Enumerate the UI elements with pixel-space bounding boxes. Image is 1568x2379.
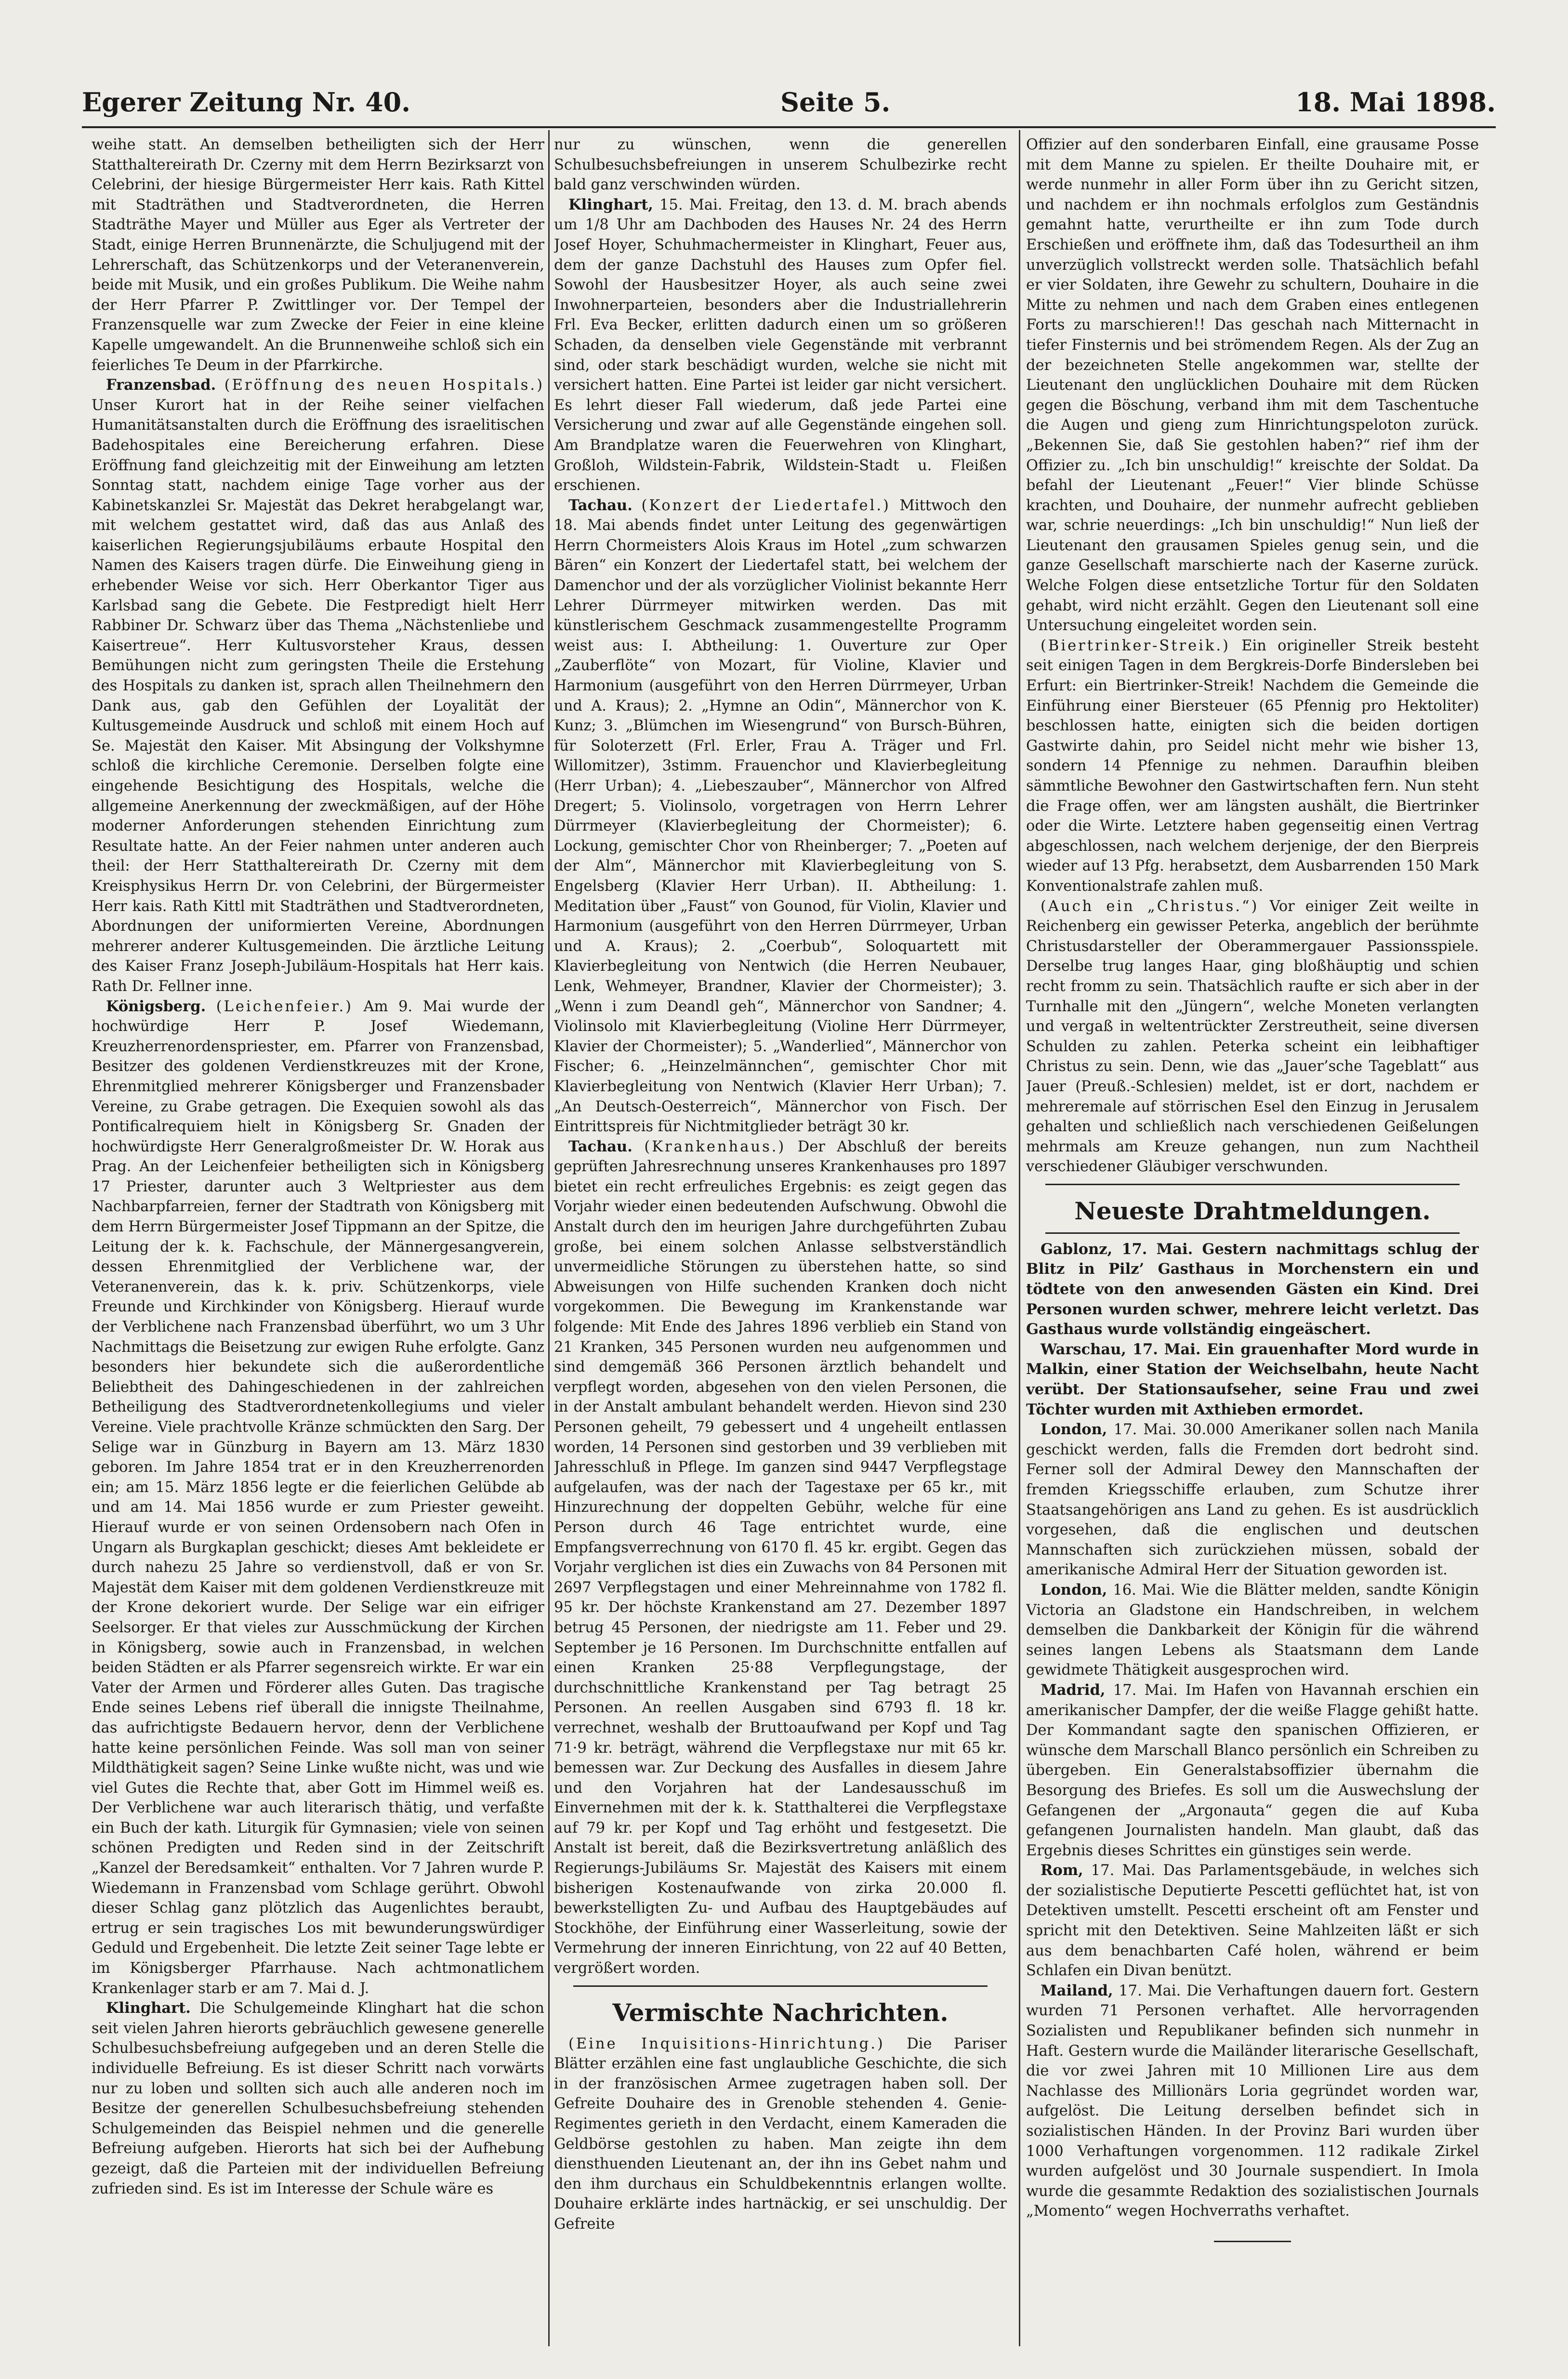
article-title: (Leichenfeier.) [216, 998, 354, 1015]
article-text: Unser Kurort hat in der Reihe seiner vielfachen Humanitätsanstalten durch die Eröffnung des israelitischen Badehospitales eine Bereicherung erfahren. Diese Eröffnung fand gleichzeitig mit der Einweihung am letzten Sonntag statt, nachdem einige Tage vorher aus der Kabinetskanzlei Sr. Majestät das Dekret herabgelangt war, mit welchem gestattet wird, daß das aus Anlaß des kaiserlichen Regierungsjubiläums erbaute Hospital den Namen des Kaisers tragen dürfe. Die Einweihung gieng in erhebender Weise vor sich. Herr Oberkantor Tiger aus Karlsbad sang die Gebete. Die Festpredigt hielt Herr Rabbiner Dr. Schwarz über das Thema „Nächstenliebe und Kaisertreue“. Herr Kultusvorsteher Kraus, dessen Bemühungen nicht zum geringsten Theile die Erstehung des Hospitals zu danken ist, sprach allen Theilnehmern den Dank aus, gab den Gefühlen der Loyalität der Kultusgemeinde Ausdruck und schloß mit einem Hoch auf Se. Majestät den Kaiser. Mit Absingung der Volkshymne schloß die kirchliche Ceremonie. Derselben folgte eine eingehende Besichtigung des Hospitals, welche die allgemeine Anerkennung der zweckmäßigen, auf der Höhe moderner Anforderungen stehenden Einrichtung zum Resultate hatte. An der Feier nahmen unter anderen auch theil: der Herr Statthaltereirath Dr. Czerny mit dem Kreisphysikus Herrn Dr. von Celebrini, der Bürgermeister Herr kais. Rath Kittl mit Stadträthen und Stadtverordneten, Abordnungen der uniformierten Vereine, Abordnungen mehrerer anderer Kultusgemeinden. Die ärztliche Leitung des Kaiser Franz Joseph-Jubiläum-Hospitals hat Herr kais. Rath Dr. Fellner inne. [92, 396, 544, 995]
telegram-madrid [1026, 1680, 1479, 1861]
article-klinghart-fire [554, 195, 1007, 496]
article-text: Der Abschluß der bereits geprüften Jahresrechnung unseres Krankenhauses pro 1897 bietet ein recht erfreuliches Ergebnis: es zeigt gegen das Vorjahr wieder einen bedeutenden Aufschwung. Obwohl die Anstalt durch den im heurigen Jahre durchgeführten Zubau große, bei einem solchen Anlasse selbstverständlich unvermeidliche Störungen zu überstehen hatte, so sind Abweisungen von Hilfe suchenden Kranken doch nicht vorgekommen. Die Bewegung im Krankenstande war folgende: Mit Ende des Jahres 1896 verblieb ein Stand von 21 Kranken, 345 Personen wurden neu aufgenommen und sind demgemäß 366 Personen ärztlich behandelt und verpflegt worden, abgesehen von den vielen Personen, die in der Anstalt ambulant behandelt werden. Hievon sind 230 Personen geheilt, 79 gebessert und 4 ungeheilt entlassen worden, 14 Personen sind gestorben und 39 verblieben mit Jahresschluß in Pflege. Im ganzen sind 9447 Verpflegstage aufgelaufen, was der nach der Tagestaxe per 65 kr., mit Hinzurechnung der doppelten Gebühr, welche für eine Person durch 46 Tage entrichtet wurde, eine Empfangsverrechnung von 6170 fl. 45 kr. ergibt. Gegen das Vorjahr verglichen ist dies ein Zuwachs von 84 Personen mit 2697 Verpflegstagen und einer Mehreinnahme von 1782 fl. 95 kr. Der höchste Krankenstand am 27. Dezember 1897 betrug 45 Personen, der niedrigste am 11. Feber und 29. September je 16 Personen. Im Durchschnitte entfallen auf einen Kranken 25·88 Verpflegungstage, der durchschnittliche Krankenstand per Tag betragt 25 Personen. An reellen Ausgaben sind 6793 fl. 18 kr. verrechnet, weshalb der Bruttoaufwand per Kopf und Tag 71·9 kr. beträgt, während die Verpflegstaxe nur mit 65 kr. bemessen war. Zur Deckung des Ausfalles in diesem Jahre und den Vorjahren hat der Landesausschuß im Einvernehmen mit der k. k. Statthalterei die Verpflegstaxe auf 79 kr. per Kopf und Tag erhöht und festgesetzt. Die Anstalt ist bereit, daß die Bezirksvertretung anläßlich des Regierungs-Jubiläums Sr. Majestät des Kaisers mit einem bisherigen Kostenaufwande von zirka 20.000 fl. bewerkstelligten Zu- und Aufbau des Hauptgebäudes auf Stockhöhe, der Einführung einer Wasserleitung, sowie der Vermehrung der inneren Einrichtung, von 22 auf 40 Betten, vergrößert worden. [554, 1138, 1007, 1977]
dateline-place: Tachau. [568, 1137, 632, 1155]
article-tachau-hospital [554, 1137, 1007, 1979]
end-rule [1214, 2241, 1291, 2242]
article-title: (Eine Inquisitions-Hinrichtung.) [568, 2035, 885, 2052]
column-divider [1019, 130, 1020, 2346]
article-klinghart-school [92, 1998, 544, 2199]
article-beer-strike [1026, 636, 1479, 897]
issue-date: 18. Mai 1898. [1295, 87, 1496, 118]
article-text: Die Schulgemeinde Klinghart hat die schon seit vielen Jahren hierorts gebräuchlich gewesene generelle Schulbesuchsbefreiung aufgegeben und an deren Stelle die individuelle Befreiung. Es ist dieser Schritt nach vorwärts nur zu loben und sollten sich auch alle anderen noch im Besitze der generellen Schulbesuchsbefreiung stehenden Schulgemeinden das Beispiel nehmen und die generelle Befreiung aufgeben. Hierorts hat sich bei der Aufhebung gezeigt, daß die Parteien mit der individuellen Befreiung zufrieden sind. Es ist im Interesse der Schule wäre es [92, 2000, 544, 2197]
article-title: (Konzert der Liedertafel.) [641, 497, 891, 514]
article-franzensbad [92, 375, 544, 996]
article-christus [1026, 897, 1479, 1177]
section-heading-drahtmeldungen: Neueste Drahtmeldungen. [1074, 1196, 1431, 1225]
article-paragraph: Offizier auf den sonderbaren Einfall, eine grausame Posse mit dem Manne zu spielen. Er theilte Douhaire mit, er werde nunmehr in aller Form über ihn zu Gericht sitzen, und nachdem er ihn nochmals erfolglos zum Geständnis gemahnt hatte, verurtheilte er ihn zum Tode durch Erschießen und eröffnete ihm, daß das Todesurtheil an ihm unverzüglich vollstreckt werden solle. Thatsächlich befahl er vier Soldaten, ihre Gewehr zu schultern, Douhaire in die Mitte zu nehmen und nach dem Graben eines entlegenen Forts zu marschieren!! Das geschah nach Mitternacht in tiefer Finsternis und bei strömendem Regen. Als der Zug an der bezeichneten Stelle angekommen war, stellte der Lieutenant den unglücklichen Douhaire mit dem Rücken gegen die Böschung, verband ihm mit dem Taschentuche die Augen und gieng zum Hinrichtungspeloton zurück. „Bekennen Sie, daß Sie gestohlen haben?“ rief ihm der Offizier zu. „Ich bin unschuldig!“ kreischte der Soldat. Da befahl der Lieutenant „Feuer!“ Vier blinde Schüsse krachten, und Douhaire, der nunmehr aufrecht geblieben war, schrie neuerdings: „Ich bin unschuldig!“ Nun ließ der Lieutenant den grausamen Spieles genug sein, und die ganze Gesellschaft marschierte nach der Kaserne zurück. Welche Folgen diese entsetzliche Tortur für den Soldaten gehabt, wird nicht erzählt. Gegen den Lieutenant soll eine Untersuchung eingeleitet worden sein. [1026, 136, 1479, 634]
telegram-rom [1026, 1861, 1479, 1981]
column-3 [1026, 135, 1479, 2332]
section-rule [1045, 1232, 1460, 1234]
telegram-text: 16. Mai. Wie die Blätter melden, sandte Königin Victoria an Gladstone ein Handschreiben, in welchem demselben die Dankbarkeit der Königin für die während seines langen Lebens als Staatsmann dem Lande gewidmete Thätigkeit ausgesprochen wird. [1026, 1581, 1479, 1679]
dateline-place: Klinghart. [106, 1999, 191, 2017]
article-koenigsberg [92, 997, 544, 1999]
article-title: (Krankenhaus.) [644, 1138, 786, 1155]
article-text: Vor einiger Zeit weilte in Reichenberg ein gewisser Peterka, angeblich der berühmte Christusdarsteller der Oberammergauer Passionsspiele. Derselbe trug langes Haar, ging bloßhäuptig und schien recht fromm zu sein. Thatsächlich raufte er sich aber in der Turnhalle mit den „Jüngern“, welche Moneten verlangten und vergaß in weltentrückter Zerstreutheit, seine diversen Schulden zu zahlen. Peterka scheint ein leibhaftiger Christus zu sein. Denn, wie das „Jauer’sche Tageblatt“ aus Jauer (Preuß.-Schlesien) meldet, ist er dort, nachdem er mehreremale auf störrischen Esel den Einzug in Jerusalem gehalten und schließlich nach verschiedenen Geißelungen mehrmals am Kreuze gehangen, nun zum Nachtheil verschiedener Gläubiger verschwunden. [1026, 898, 1479, 1176]
article-inquisition [554, 2034, 1007, 2234]
telegram-text: 17. Mai. Die Verhaftungen dauern fort. Gestern wurden 71 Personen verhaftet. Alle hervorragenden Sozialisten und Republikaner befinden sich nunmehr in Haft. Gestern wurde die Mailänder literarische Gesellschaft, die vor zwei Jahren mit 10 Millionen Lire aus dem Nachlasse des Millionärs Loria gegründet worden war, aufgelöst. Die Leitung derselben befindet sich in sozialistischen Händen. In der Provinz Bari wurden über 1000 Verhaftungen vorgenommen. 112 radikale Zirkel wurden aufgelöst und 30 Journale suspendiert. In Imola wurde die gesammte Redaktion des sozialistischen Journals „Momento“ wegen Hochverraths verhaftet. [1026, 1982, 1479, 2220]
article-title: (Biertrinker-Streik.) [1041, 637, 1230, 654]
telegram-london-1 [1026, 1420, 1479, 1580]
page-number: Seite 5. [780, 87, 891, 118]
article-text: Ein origineller Streik besteht seit einigen Tagen in dem Bergkreis-Dorfe Bindersleben bei Erfurt: ein Biertrinker-Streik! Nachdem die Gemeinde die Einführung einer Biersteuer (65 Pfennig pro Hektoliter) beschlossen hatte, einigten sich die beiden dortigen Gastwirte dahin, pro Seidel nicht mehr wie bisher 13, sondern 14 Pfennige zu nehmen. Daraufhin bleiben sämmtliche Bewohner den Gastwirtschaften fern. Nun steht die Frage offen, wer am längsten aushält, die Biertrinker oder die Wirte. Letztere haben gegenseitig einen Vertrag abgeschlossen, nach welchem derjenige, der den Bierpreis wieder auf 13 Pfg. herabsetzt, dem Ausbarrenden 150 Mark Konventionalstrafe zahlen muß. [1026, 637, 1479, 895]
telegram-gablonz: Gablonz, 17. Mai. Gestern nachmittags schlug der Blitz in Pilz’ Gasthaus in Morchenstern ein und tödtete von den anwesenden Gästen ein Kind. Drei Personen wurden schwer, mehrere leicht verletzt. Das Gasthaus wurde vollständig eingeäschert. [1026, 1240, 1479, 1338]
telegram-text: 17. Mai. 30.000 Amerikaner sollen nach Manila geschickt werden, falls die Fremden dort bedroht sind. Ferner soll der Admiral Dewey den Mannschaften der fremden Kriegsschiffe erlauben, zum Schutze ihrer Staatsangehörigen ans Land zu gehen. Es ist ausdrücklich vorgesehen, daß die englischen und deutschen Mannschaften sich zurückziehen müssen, sobald der amerikanische Admiral Herr der Situation geworden ist. [1026, 1421, 1479, 1579]
telegram-mailand [1026, 1981, 1479, 2221]
dateline-place: London, [1041, 1581, 1107, 1599]
article-text: Am 9. Mai wurde der hochwürdige Herr P. Josef Wiedemann, Kreuzherrenordenspriester, em. Pfarrer von Franzensbad, Besitzer des goldenen Verdienstkreuzes mit der Krone, Ehrenmitglied mehrerer Königsberger und Franzensbader Vereine, zu Grabe getragen. Die Exequien sowohl als das Pontificalrequiem hielt in Königsberg Sr. Gnaden der hochwürdigste Herr Generalgroßmeister Dr. W. Horak aus Prag. An der Leichenfeier betheiligten sich in Königsberg 17 Priester, darunter auch 3 Weltpriester aus dem Nachbarpfarreien, ferner der Stadtrath von Königsberg mit dem Herrn Bürgermeister Josef Tippmann an der Spitze, die Leitung der k. k. Fachschule, der Männergesangverein, dessen Ehrenmitglied der Verblichene war, der Veteranenverein, das k. k. priv. Schützenkorps, viele Freunde und Kirchkinder von Königsberg. Hierauf wurde der Verblichene nach Franzensbad überführt, wo um 3 Uhr Nachmittags die Beisetzung zur ewigen Ruhe erfolgte. Ganz besonders hier bekundete sich die außerordentliche Beliebtheit des Dahingeschiedenen in der zahlreichen Betheiligung des Stadtverordnetenkollegiums und vieler Vereine. Viele prachtvolle Kränze schmückten den Sarg. Der Selige war in Günzburg in Bayern am 13. März 1830 geboren. Im Jahre 1854 trat er in den Kreuzherrenorden ein; am 15. März 1856 legte er die feierlichen Gelübde ab und am 14. Mai 1856 wurde er zum Priester geweiht. Hierauf wurde er von seinen Ordensobern nach Ofen in Ungarn als Burgkaplan geschickt; dieses Amt bekleidete er durch nahezu 25 Jahre so verdienstvoll, daß er von Sr. Majestät dem Kaiser mit dem goldenen Verdienstkreuze mit der Krone dekoriert wurde. Der Selige war ein eifriger Seelsorger. Er that vieles zur Ausschmückung der Kirchen in Königsberg, sowie auch in Franzensbad, in welchen beiden Städten er als Pfarrer segensreich wirkte. Er war ein Vater der Armen und Förderer alles Guten. Das tragische Ende seines Lebens rief überall die innigste Theilnahme, das aufrichtigste Bedauern hervor, denn der Verblichene hatte keine persönlichen Feinde. Was soll man von seiner Mildthätigkeit sagen? Seine Linke wußte nicht, was und wie viel Gutes die Rechte that, aber Gott im Himmel weiß es. Der Verblichene war auch literarisch thätig, und verfaßte ein Buch der kath. Liturgik für Gymnasien; viele von seinen schönen Predigten und Reden sind in der Zeitschrift „Kanzel der Beredsamkeit“ enthalten. Vor 7 Jahren wurde P. Wiedemann in Franzensbad vom Schlage gerührt. Obwohl dieser Schlag ganz plötzlich das Augenlichtes beraubt, ertrug er sein tragisches Los mit bewunderungswürdiger Geduld und Ergebenheit. Die letzte Zeit seiner Tage lebte er im Königsberger Pfarrhause. Nach achtmonatlichem Krankenlager starb er am 7. Mai d. J. [92, 998, 544, 1997]
section-rule [573, 1985, 988, 1987]
section-heading-vermischte: Vermischte Nachrichten. [612, 1998, 949, 2027]
article-title: (Eröffnung des neuen Hospitals.) [224, 377, 544, 394]
dateline-place: Franzensbad. [106, 376, 216, 394]
telegram-london-2 [1026, 1580, 1479, 1680]
dateline-place: London, [1041, 1421, 1107, 1439]
article-text: 15. Mai. Freitag, den 13. d. M. brach abends um 1/8 Uhr am Dachboden des Hauses Nr. 24 des Herrn Josef Hoyer, Schuhmachermeister in Klinghart, Feuer aus, dem der ganze Dachstuhl des Hauses zum Opfer fiel. Sowohl der Hausbesitzer Hoyer, als auch seine zwei Inwohnerparteien, besonders aber die Industriallehrerin Frl. Eva Becker, erlitten dadurch einen um so größeren Schaden, da denselben viele Gegenstände mit verbrannt sind, oder stark beschädigt wurden, welche sie nicht mit versichert hatten. Eine Partei ist leider gar nicht versichert. Es lehrt dieser Fall wiederum, daß jede Partei eine Versicherung und zwar auf alle Gegenstände eingehen soll. Am Brandplatze waren die Feuerwehren von Klinghart, Großloh, Wildstein-Fabrik, Wildstein-Stadt u. Fleißen erschienen. [554, 196, 1007, 494]
telegram-text: 17. Mai. Das Parlamentsgebäude, in welches sich der sozialistische Deputierte Pescetti geflüchtet hat, ist von Detektiven umstellt. Pescetti erscheint oft am Fenster und spricht mit den Detektiven. Seine Mahlzeiten läßt er sich aus dem benachbarten Café holen, während er beim Schlafen ein Divan benützt. [1026, 1862, 1479, 1980]
dateline-place: Klinghart, [568, 196, 653, 213]
article-title: (Auch ein „Christus.“) [1041, 898, 1259, 915]
dateline-place: Königsberg. [106, 997, 206, 1015]
dateline-place: Rom, [1041, 1862, 1083, 1879]
article-paragraph: nur zu wünschen, wenn die generellen Schulbesuchsbefreiungen in unserem Schulbezirke recht bald ganz verschwinden würden. [554, 136, 1007, 194]
dateline-place: Tachau. [568, 496, 632, 514]
article-tachau-concert [554, 496, 1007, 1137]
dateline-place: Mailand, [1041, 1982, 1113, 1999]
article-paragraph: weihe statt. An demselben betheiligten sich der Herr Statthaltereirath Dr. Czerny mit dem Herrn Bezirksarzt von Celebrini, der hiesige Bürgermeister Herr kais. Rath Kittel mit Stadträthen und Stadtverordneten, die Herren Stadträthe Mayer und Müller aus Eger als Vertreter der Stadt, einige Herren Brunnenärzte, die Schuljugend mit der Lehrerschaft, das Schützenkorps und der Veteranenverein, beide mit Musik, und ein großes Publikum. Die Weihe nahm der Herr Pfarrer P. Zwittlinger vor. Der Tempel der Franzensquelle war zum Zwecke der Feier in eine kleine Kapelle umgewandelt. An die Brunnenweihe schloß sich ein feierliches Te Deum in der Pfarrkirche. [92, 136, 544, 374]
column-divider [548, 130, 550, 2346]
header-rule [82, 126, 1496, 128]
page-header [82, 87, 1496, 120]
section-rule [1045, 1184, 1460, 1185]
column-2 [554, 135, 1007, 2332]
dateline-place: Madrid, [1041, 1681, 1106, 1699]
telegram-text: 17. Mai. Im Hafen von Havannah erschien ein amerikanischer Dampfer, der die weiße Flagge gehißt hatte. Der Kommandant sagte den spanischen Offizieren, er wünsche dem Marschall Blanco persönlich ein Schreiben zu übergeben. Ein Generalstabsoffizier übernahm die Besorgung des Briefes. Es soll um die Auswechslung der Gefangenen der „Argonauta“ gegen die auf Kuba gefangenen Journalisten handeln. Man glaubt, daß das Ergebnis dieses Schrittes ein günstiges sein werde. [1026, 1681, 1479, 1859]
article-text: Mittwoch den 18. Mai abends findet unter Leitung des gegenwärtigen Herrn Chormeisters Alois Kraus im Hotel „zum schwarzen Bären“ ein Konzert der Liedertafel statt, bei welchem der Damenchor und der als vorzüglicher Violinist bekannte Herr Lehrer Dürrmeyer mitwirken werden. Das mit künstlerischem Geschmack zusammengestellte Programm weist aus: I. Abtheilung: 1. Ouverture zur Oper „Zauberflöte“ von Mozart, für Violine, Klavier und Harmonium (ausgeführt von den Herren Dürrmeyer, Urban und A. Kraus); 2. „Hymne an Odin“, Männerchor von K. Kunz; 3. „Blümchen im Wiesengrund“ von Bursch-Bühren, für Soloterzett (Frl. Erler, Frau A. Träger und Frl. Willomitzer), 3stimm. Frauenchor und Klavierbegleitung (Herr Urban); 4. „Liebeszauber“, Männerchor von Alfred Dregert; 5. Violinsolo, vorgetragen von Herrn Lehrer Dürrmeyer (Klavierbegleitung der Chormeister); 6. Lockung, gemischter Chor von Rheinberger; 7. „Poeten auf der Alm“, Männerchor mit Klavierbegleitung von S. Engelsberg (Klavier Herr Urban). II. Abtheilung: 1. Meditation über „Faust“ von Gounod, für Violin, Klavier und Harmonium (ausgeführt von den Herren Dürrmeyer, Urban und A. Kraus); 2. „Coerbub“, Soloquartett mit Klavierbegleitung von Nentwich (die Herren Neubauer, Lenk, Wehmeyer, Brandner, Klavier der Chormeister); 3. „Wenn i zum Deandl geh“, Männerchor von Sandner; 4. Violinsolo mit Klavierbegleitung (Violine Herr Dürrmeyer, Klavier der Chormeister); 5. „Wanderlied“, Männerchor von Fischer; 6. „Heinzelmännchen“, gemischter Chor mit Klavierbegleitung von Nentwich (Klavier Herr Urban); 7. „An Deutsch-Oesterreich“, Männerchor von Fisch. Der Eintrittspreis für Nichtmitglieder beträgt 30 kr. [554, 497, 1007, 1136]
column-1 [92, 135, 544, 2332]
masthead-issue: Egerer Zeitung Nr. 40. [82, 87, 411, 118]
article-text: Die Pariser Blätter erzählen eine fast unglaubliche Geschichte, die sich in der französischen Armee zugetragen haben soll. Der Gefreite Douhaire des in Grenoble stehenden 4. Genie-Regimentes gerieth in den Verdacht, einem Kameraden die Geldbörse gestohlen zu haben. Man zeigte ihn dem diensthuenden Lieutenant an, der ihn ins Gebet nahm und den ihm durchaus ein Schuldbekenntnis erlangen wollte. Douhaire erklärte indes hartnäckig, er sei unschuldig. Der Gefreite [554, 2035, 1007, 2233]
telegram-warschau: Warschau, 17. Mai. Ein grauenhafter Mord wurde in Malkin, einer Station der Weichselbahn, heute Nacht verübt. Der Stationsaufseher, seine Frau und zwei Töchter wurden mit Axthieben ermordet. [1026, 1340, 1479, 1418]
